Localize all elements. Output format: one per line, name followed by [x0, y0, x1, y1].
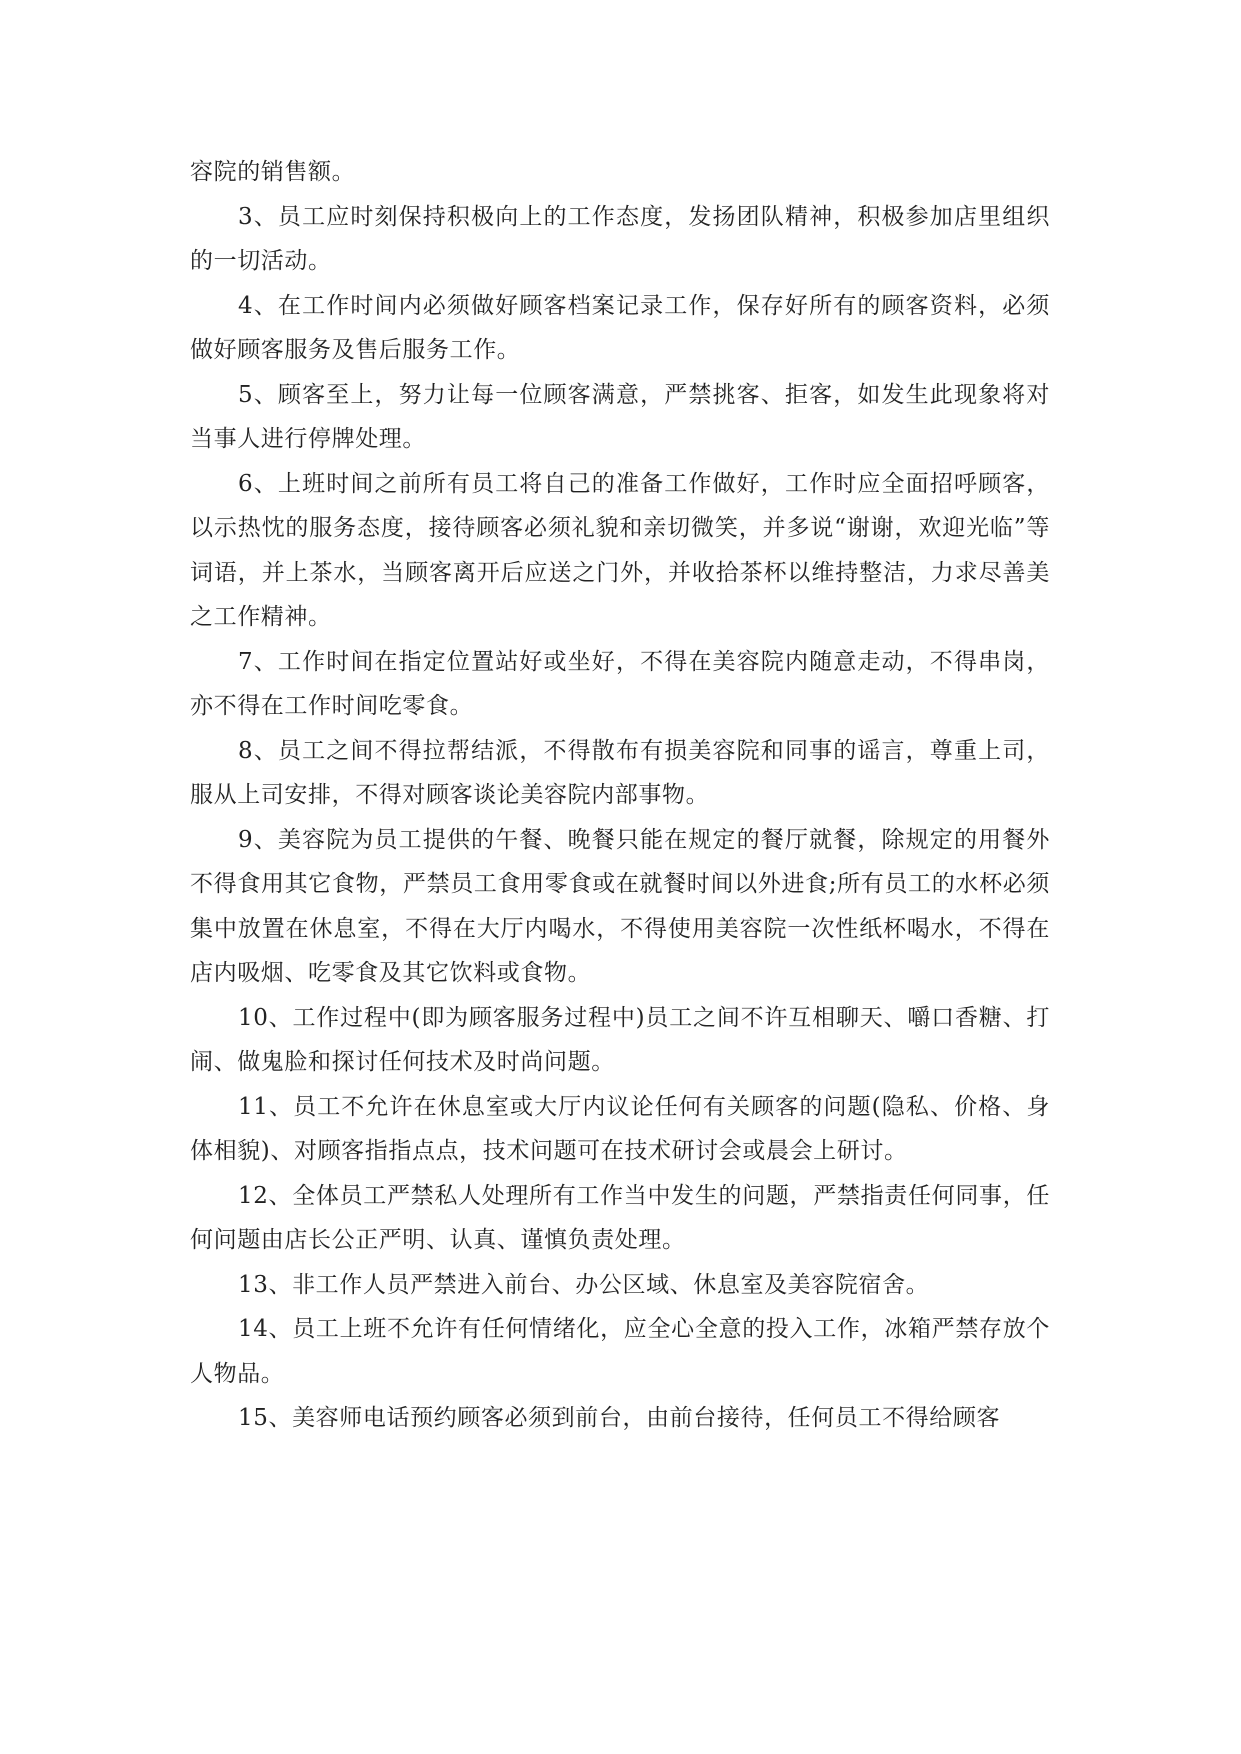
paragraph-rule-6: 6、上班时间之前所有员工将自己的准备工作做好，工作时应全面招呼顾客，以示热忱的服务态度，接待顾客必须礼貌和亲切微笑，并多说“谢谢，欢迎光临”等词语，并上茶水，当顾客离开后应送之门外，并收拾茶杯以维持整洁，力求尽善美之工作精神。: [190, 470, 1050, 630]
paragraph-rule-10: 10、工作过程中(即为顾客服务过程中)员工之间不许互相聊天、嚼口香糖、打闹、做鬼脸和探讨任何技术及时尚问题。: [190, 1004, 1050, 1075]
paragraph-rule-13: 13、非工作人员严禁进入前台、办公区域、休息室及美容院宿舍。: [238, 1271, 930, 1298]
paragraph-rule-8: 8、员工之间不得拉帮结派，不得散布有损美容院和同事的谣言，尊重上司，服从上司安排，不得对顾客谈论美容院内部事物。: [190, 737, 1050, 808]
paragraph-rule-11: 11、员工不允许在休息室或大厅内议论任何有关顾客的问题(隐私、价格、身体相貌)、对顾客指指点点，技术问题可在技术研讨会或晨会上研讨。: [190, 1093, 1050, 1164]
paragraph-rule-4: 4、在工作时间内必须做好顾客档案记录工作，保存好所有的顾客资料，必须做好顾客服务及售后服务工作。: [190, 292, 1050, 363]
paragraph-rule-12: 12、全体员工严禁私人处理所有工作当中发生的问题，严禁指责任何同事，任何问题由店长公正严明、认真、谨慎负责处理。: [190, 1182, 1050, 1253]
paragraph-rule-7: 7、工作时间在指定位置站好或坐好，不得在美容院内随意走动，不得串岗，亦不得在工作时间吃零食。: [190, 648, 1050, 719]
paragraph-rule-5: 5、顾客至上，努力让每一位顾客满意，严禁挑客、拒客，如发生此现象将对当事人进行停牌处理。: [190, 381, 1050, 452]
paragraph-rule-3: 3、员工应时刻保持积极向上的工作态度，发扬团队精神，积极参加店里组织的一切活动。: [190, 203, 1050, 274]
paragraph-rule-14: 14、员工上班不允许有任何情绪化，应全心全意的投入工作，冰箱严禁存放个人物品。: [190, 1316, 1050, 1387]
document-body: [190, 150, 1050, 1441]
paragraph-rule-15: 15、美容师电话预约顾客必须到前台，由前台接待，任何员工不得给顾客: [238, 1405, 1001, 1431]
paragraph-continuation: 容院的销售额。: [190, 159, 356, 185]
paragraph-rule-9: 9、美容院为员工提供的午餐、晚餐只能在规定的餐厅就餐，除规定的用餐外不得食用其它食物，严禁员工食用零食或在就餐时间以外进食;所有员工的水杯必须集中放置在休息室，不得在大厅内喝水，不得使用美容院一次性纸杯喝水，不得在店内吸烟、吃零食及其它饮料或食物。: [190, 826, 1050, 986]
